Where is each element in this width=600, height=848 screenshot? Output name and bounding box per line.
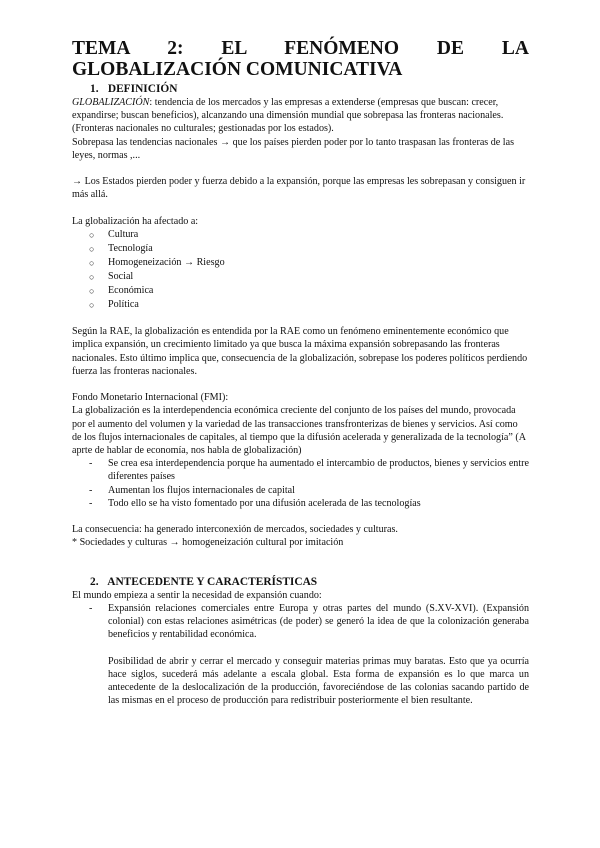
affected-list xyxy=(72,228,529,312)
section-1-heading xyxy=(90,83,529,96)
list-item: - Expansión relaciones comerciales entre Europa y otras partes del mundo (S.XV-XVI). (Expansión colonial) con estas relaciones asimétricas (de poder) se generó la idea de que la colonización generaba beneficios y rentabilidad económica. xyxy=(89,602,529,642)
list-item: ○ Homogeneización → Riesgo xyxy=(89,256,529,270)
title-line-2: GLOBALIZACIÓN COMUNICATIVA xyxy=(72,59,403,80)
definition-text: : tendencia de los mercados y las empresas a extenderse (empresas que buscan: crecer, expandirse; buscan beneficios), alcanzando una dimensión mundial que sobrepasa las fronteras nacionales. (Fronteras nacionales no culturales; gestionadas por los estados). xyxy=(72,97,504,135)
page-title xyxy=(72,38,529,80)
definition-term: GLOBALIZACIÓN xyxy=(72,97,150,108)
fmi-paragraph: La globalización es la interdependencia económica creciente del conjunto de los países del mundo, provocada por el aumento del volumen y la variedad de las transacciones transfronterizas de bienes y servicios. Así como de los flujos internacionales de capitales, al tiempo que la difusión acelerada y generalizada de la tecnología” (A aprte de hablar de economía, nos habla de globalización) xyxy=(72,405,526,456)
consequence-paragraph: La consecuencia: ha generado interconexión de mercados, sociedades y culturas. xyxy=(72,524,398,536)
section-2-number: 2. xyxy=(90,575,99,588)
states-paragraph: → Los Estados pierden poder y fuerza debido a la expansión, porque las empresas les sobrepasan y consiguen ir más allá. xyxy=(72,176,526,201)
list-item: ○ Tecnología xyxy=(89,242,529,256)
fmi-heading: Fondo Monetario Internacional (FMI): xyxy=(72,392,229,404)
rae-paragraph: Según la RAE, la globalización es entendida por la RAE como un fenómeno eminentemente económico que implica expansión, un crecimiento limitado ya que busca la máxima expansión sobrepasando las fronteras nacionales. Esto último implica que, consecuencia de la globalización, sobrepase los poderes políticos perdiendo fuerza las fronteras nacionales. xyxy=(72,326,528,377)
fmi-list xyxy=(72,457,529,510)
imitation-note: * Sociedades y culturas → homogeneización cultural por imitación xyxy=(72,537,344,549)
definition-paragraph xyxy=(72,96,529,136)
list-item: - Todo ello se ha visto fomentado por una difusión acelerada de las tecnologías xyxy=(89,497,529,510)
section-2-title: ANTECEDENTE Y CARACTERÍSTICAS xyxy=(107,575,318,588)
list-item: - Se crea esa interdependencia porque ha aumentado el intercambio de productos, bienes y servicios entre diferentes países xyxy=(89,457,529,483)
title-line-1: TEMA 2: EL FENÓMENO DE LA xyxy=(72,38,529,59)
section-2-continuation: Posibilidad de abrir y cerrar el mercado y conseguir materias primas muy baratas. Esto que ya ocurría hace siglos, sucederá más adelante a escala global. Esta forma de expansión es lo que marca un antecedente de la deslocalización de la producción, favoreciéndose de las colonias sacando partido de las mismas en el proceso de producción para redistribuir posteriormente el bien resultante. xyxy=(108,655,529,707)
section-2-list xyxy=(72,602,529,642)
affected-intro: La globalización ha afectado a: xyxy=(72,215,199,227)
list-item: ○ Social xyxy=(89,270,529,284)
surpass-paragraph: Sobrepasa las tendencias nacionales → que los países pierden poder por lo tanto traspasan las fronteras de las leyes, normas ,... xyxy=(72,136,515,161)
list-item: ○ Cultura xyxy=(89,228,529,242)
list-item: - Aumentan los flujos internacionales de capital xyxy=(89,484,529,497)
section-1-number: 1. xyxy=(90,83,99,95)
section-2-intro: El mundo empieza a sentir la necesidad de expansión cuando: xyxy=(72,589,322,601)
list-item: ○ Económica xyxy=(89,284,529,298)
section-2-heading xyxy=(90,576,529,589)
list-item: ○ Política xyxy=(89,298,529,312)
section-1-title: DEFINICIÓN xyxy=(107,83,178,95)
